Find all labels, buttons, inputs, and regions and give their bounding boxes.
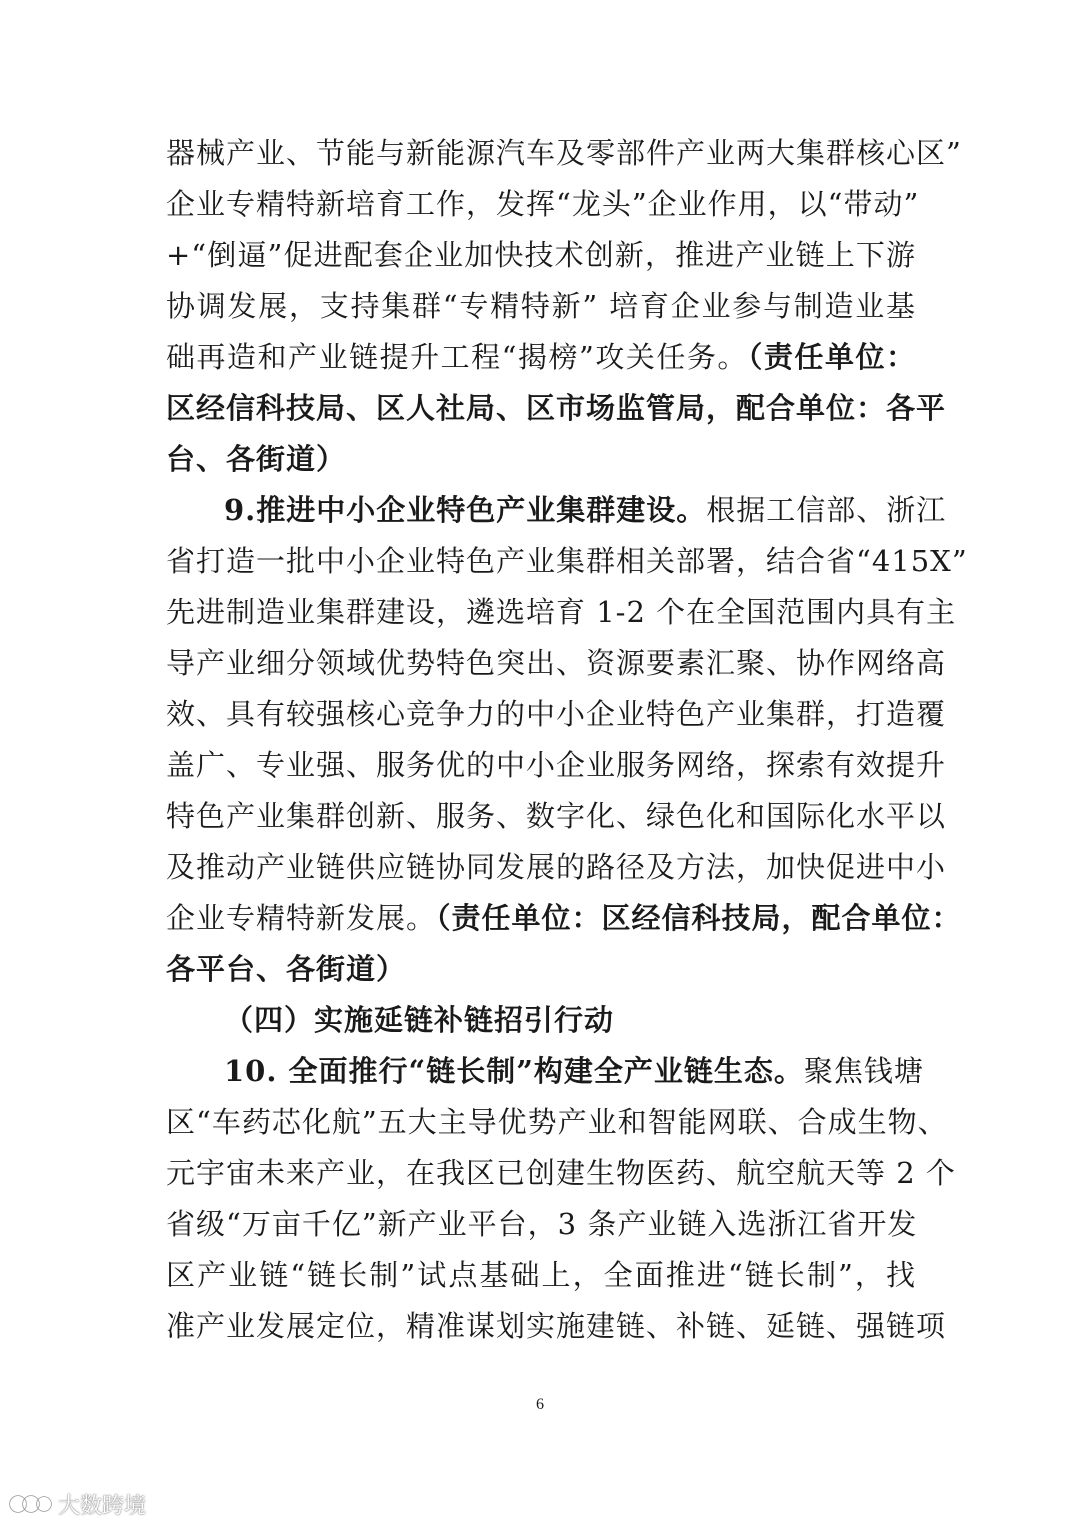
- watermark-text: 大数跨境: [58, 1493, 147, 1519]
- watermark-logo-icon: [8, 1491, 52, 1517]
- text-line: 省级“万亩千亿”新产业平台，3 条产业链入选浙江省开发: [166, 1207, 918, 1241]
- text-line: 各平台、各街道）: [166, 952, 407, 986]
- text-line: 器械产业、节能与新能源汽车及零部件产业两大集群核心区”: [166, 136, 962, 170]
- text-line: 9.推进中小企业特色产业集群建设。根据工信部、浙江: [224, 493, 947, 527]
- text-line: +“倒逼”促进配套企业加快技术创新，推进产业链上下游: [166, 238, 916, 272]
- text-line: 省打造一批中小企业特色产业集群相关部署，结合省“415X”: [166, 544, 968, 578]
- document-body: [166, 128, 968, 1352]
- text-line: 效、具有较强核心竞争力的中小企业特色产业集群，打造覆: [166, 697, 947, 731]
- text-line: 导产业细分领域优势特色突出、资源要素汇聚、协作网络高: [166, 646, 947, 680]
- text-line: 特色产业集群创新、服务、数字化、绿色化和国际化水平以: [166, 799, 947, 833]
- watermark: [8, 1489, 146, 1519]
- text-line: 协调发展，支持集群“专精特新” 培育企业参与制造业基: [166, 289, 916, 323]
- text-line: 台、各街道）: [166, 442, 347, 476]
- text-line: 区经信科技局、区人社局、区市场监管局，配合单位：各平: [166, 391, 947, 425]
- text-line: 础再造和产业链提升工程“揭榜”攻关任务。（责任单位：: [166, 340, 916, 374]
- responsibility-note: （责任单位：: [747, 340, 916, 374]
- text-line: 10. 全面推行“链长制”构建全产业链生态。聚焦钱塘: [224, 1054, 924, 1088]
- page-number: 6: [536, 1396, 544, 1413]
- item-heading: 9.推进中小企业特色产业集群建设。: [224, 493, 707, 527]
- text-line: 先进制造业集群建设，遴选培育 1-2 个在全国范围内具有主: [166, 595, 957, 629]
- text-line: 及推动产业链供应链协同发展的路径及方法，加快促进中小: [166, 850, 947, 884]
- text-line: 盖广、专业强、服务优的中小企业服务网络，探索有效提升: [166, 748, 947, 782]
- text-line: 区“车药芯化航”五大主导优势产业和智能网联、合成生物、: [166, 1105, 948, 1139]
- item-heading: 10. 全面推行“链长制”构建全产业链生态。: [224, 1054, 804, 1088]
- text-line: 企业专精特新发展。（责任单位：区经信科技局，配合单位：: [166, 901, 962, 935]
- responsibility-note: （责任单位：区经信科技局，配合单位：: [436, 901, 962, 935]
- text-line: 准产业发展定位，精准谋划实施建链、补链、延链、强链项: [166, 1309, 947, 1343]
- text-line: 企业专精特新培育工作，发挥“龙头”企业作用，以“带动”: [166, 187, 920, 221]
- section-heading: （四）实施延链补链招引行动: [224, 1003, 615, 1037]
- text-line: 区产业链“链长制”试点基础上，全面推进“链长制”，找: [166, 1258, 916, 1292]
- text-line: 元宇宙未来产业，在我区已创建生物医药、航空航天等 2 个: [166, 1156, 956, 1190]
